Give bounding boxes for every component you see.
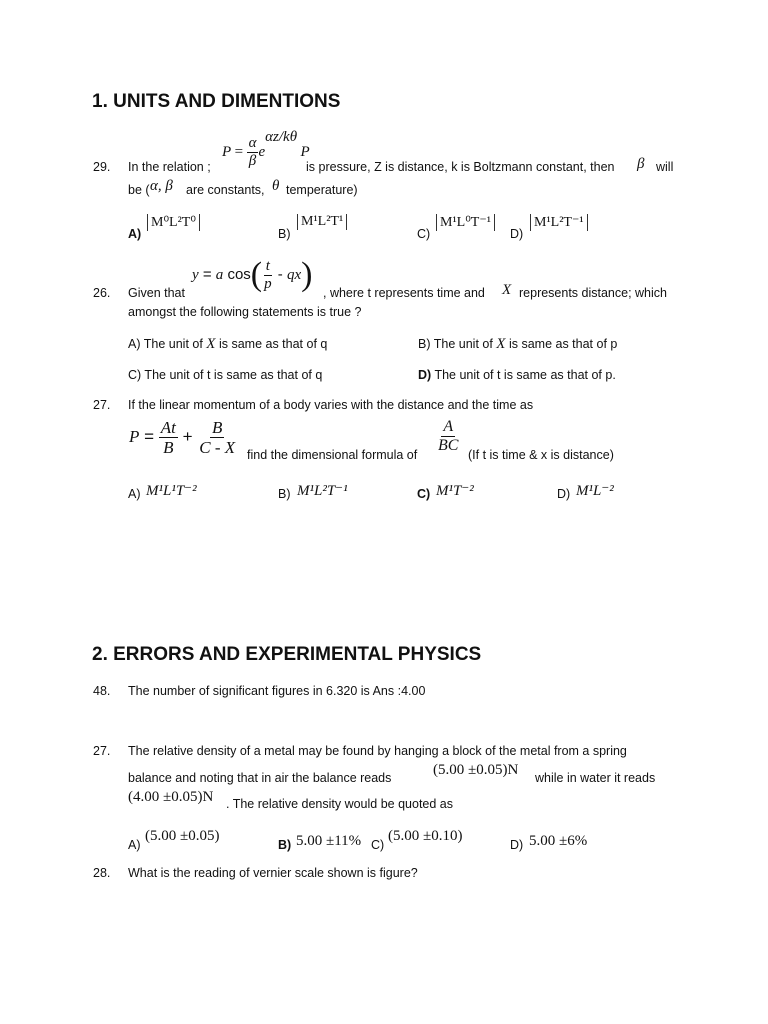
option-label: C) xyxy=(417,487,431,501)
option-text: D) The unit of t is same as that of p. xyxy=(418,368,616,382)
option-label: A) xyxy=(128,487,141,501)
question-text: In the relation ; xyxy=(128,160,211,174)
option-value: M¹T⁻² xyxy=(436,483,474,499)
option-value: 5.00 ±6% xyxy=(529,833,588,849)
question-text: be ( xyxy=(128,183,150,197)
option-label: B) xyxy=(278,227,291,241)
question-text: are constants, xyxy=(186,183,265,197)
option-value: 5.00 ±11% xyxy=(296,833,362,849)
theta-symbol: θ xyxy=(272,178,280,194)
question-text: The number of significant figures in 6.320 is Ans :4.00 xyxy=(128,684,426,698)
question-text: If the linear momentum of a body varies with the distance and the time as xyxy=(128,398,534,412)
option-label: C) xyxy=(417,227,431,241)
option-label: B) xyxy=(278,838,292,852)
question-text: temperature) xyxy=(286,183,358,197)
beta-symbol: β xyxy=(637,156,645,172)
option-value: M¹L²T¹ xyxy=(297,214,347,230)
option-label: D) xyxy=(557,487,571,501)
option-text: C) The unit of t is same as that of q xyxy=(128,368,323,382)
question-number: 26. xyxy=(93,286,111,300)
cosine-formula: y = a cos( $\frac{t}{p}$ - qx) xyxy=(192,256,313,293)
option-label: D) xyxy=(510,838,524,852)
air-reading: (5.00 ±0.05)N xyxy=(433,762,519,778)
question-text: Given that xyxy=(128,286,185,300)
option-label: A) xyxy=(128,838,141,852)
relation-formula: P = $\frac{\alpha}{\beta}$ $e^{\alpha z/k\theta}$ P xyxy=(222,128,310,169)
option-value: M¹L²T⁻¹ xyxy=(297,483,348,499)
question-text: What is the reading of vernier scale shown is figure? xyxy=(128,866,418,880)
fraction-a-bc: $\frac{A}{BC}$ xyxy=(438,418,459,454)
question-text: , where t represents time and xyxy=(323,286,485,300)
option-label: A) xyxy=(128,227,142,241)
section-title: 2. ERRORS AND EXPERIMENTAL PHYSICS xyxy=(92,644,482,665)
section-title: 1. UNITS AND DIMENTIONS xyxy=(92,91,341,112)
option-text: B) The unit of X is same as that of p xyxy=(418,336,618,352)
option-text: A) The unit of X is same as that of q xyxy=(128,336,328,352)
water-reading: (4.00 ±0.05)N xyxy=(128,789,214,805)
question-text: The relative density of a metal may be found by hanging a block of the metal from a spring xyxy=(128,744,627,758)
question-text: represents distance; which xyxy=(519,286,667,300)
question-text: (If t is time & x is distance) xyxy=(468,448,614,462)
question-text: . The relative density would be quoted as xyxy=(226,797,453,811)
option-label: C) xyxy=(371,838,385,852)
option-value: M⁰L²T⁰ xyxy=(147,214,200,231)
question-number: 29. xyxy=(93,160,111,174)
momentum-formula: P = $\frac{At}{B}$ + $\frac{B}{C - X}$ xyxy=(129,418,236,457)
question-number: 27. xyxy=(93,398,111,412)
option-value: M¹L⁻² xyxy=(576,483,614,499)
question-text: while in water it reads xyxy=(535,771,656,785)
option-value: M¹L⁰T⁻¹ xyxy=(436,214,495,231)
question-text: is pressure, Z is distance, k is Boltzmann constant, then xyxy=(306,160,615,174)
alpha-beta-symbol: α, β xyxy=(150,178,173,194)
question-text: find the dimensional formula of xyxy=(247,448,418,462)
question-number: 27. xyxy=(93,744,111,758)
option-value: M¹L²T⁻¹ xyxy=(530,214,588,231)
option-value: (5.00 ±0.10) xyxy=(388,828,463,844)
question-text: amongst the following statements is true ? xyxy=(128,305,362,319)
option-value: (5.00 ±0.05) xyxy=(145,828,220,844)
question-text: will xyxy=(656,160,674,174)
question-number: 48. xyxy=(93,684,111,698)
option-label: D) xyxy=(510,227,524,241)
question-number: 28. xyxy=(93,866,111,880)
option-value: M¹L¹T⁻² xyxy=(146,483,197,499)
x-symbol: X xyxy=(502,282,512,298)
option-label: B) xyxy=(278,487,291,501)
question-text: balance and noting that in air the balance reads xyxy=(128,771,392,785)
